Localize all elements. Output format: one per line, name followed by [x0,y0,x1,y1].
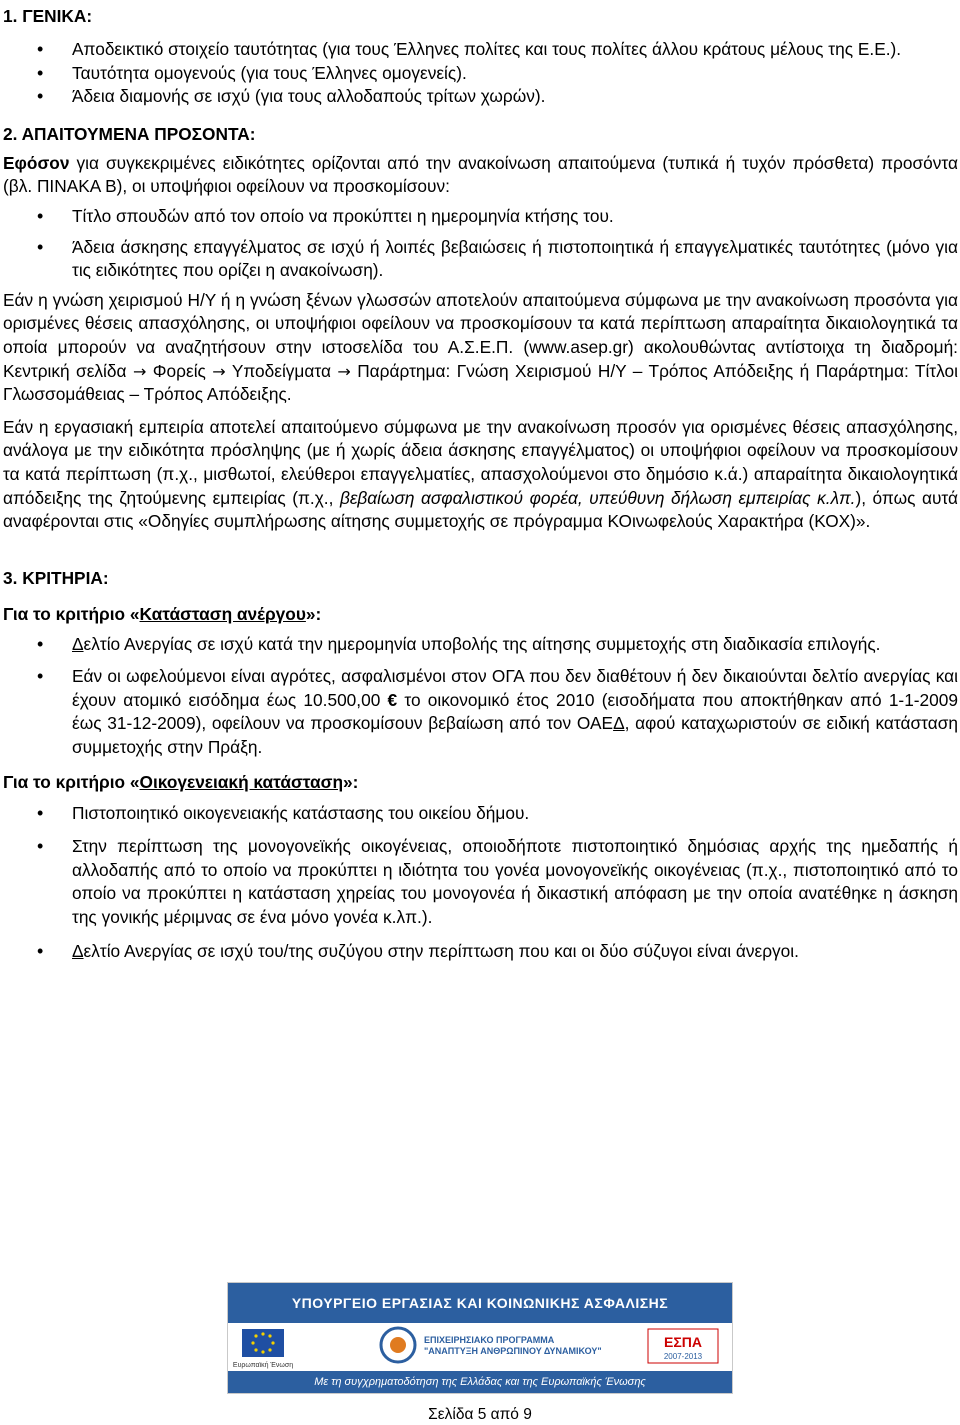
list-item: • Στην περίπτωση της μονογονεϊκής οικογένειας, οποιοδήποτε πιστοποιητικό δημόσιας αρχής της ημεδαπής ή αλλοδαπής από το οποίο να προκύπτει η ιδιότητα του γονέα μονογονεϊκής οικογένειας (π.χ., πιστοποιητικό από το οποίο να προκύπτει η κατάσταση χηρείας του μονογονέα ή δικαστική απόφαση με την οποία ανατέθηκε η άσκηση της γονικής μέριμνας σε ένα μόνο γονέα κ.λπ.). [3,835,958,929]
criterion-family-heading: Για το κριτήριο «Οικογενειακή κατάσταση»: [3,771,359,792]
criterion-family-list [3,802,958,964]
programme-emblem-core [390,1337,406,1353]
intro-text: για συγκεκριμένες ειδικότητες ορίζονται από την ανακοίνωση απαιτούμενα (τυπικά ή τυχόν πρόσθετα) προσόντα (βλ. ΠΙΝΑΚΑ Β), οι υποψήφιοι οφείλουν να προσκομίσουν: [3,152,958,197]
italic-examples: βεβαίωση ασφαλιστικού φορέα, υπεύθυνη δήλωση εμπειρίας κ.λπ. [339,487,856,508]
intro-bold: Εφόσον [3,152,70,173]
list-item: • Άδεια διαμονής σε ισχύ (για τους αλλοδαπούς τρίτων χωρών). [3,85,958,109]
list-item: • Τίτλο σπουδών από τον οποίο να προκύπτει η ημερομηνία κτήσης του. [3,205,958,229]
criterion-unemployed-heading: Για το κριτήριο «Κατάσταση ανέργου»: [3,603,322,624]
list-item: • Εάν οι ωφελούμενοι είναι αγρότες, ασφαλισμένοι στον ΟΓΑ που δεν διαθέτουν ή δεν δικαιούνται δελτίο ανεργίας και έχουν ατομικό εισόδημα έως 10.500,00 € το οικονομικό έτος 2010 (εισοδήματα που αποκτήθηκαν από 1-1-2009 έως 31-12-2009), οφείλουν να προσκομίσουν βεβαίωση από τον ΟΑΕΔ, αφού καταχωριστούν σε ειδική κατάσταση συμμετοχής στην Πράξη. [3,665,958,759]
logo-row [228,1323,732,1371]
list-item: • Άδεια άσκησης επαγγέλματος σε ισχύ ή λοιπές βεβαιώσεις ή πιστοποιητικά ή επαγγελματικές ταυτότητες (μόνο για τις ειδικότητες που ορίζει η ανακοίνωση). [3,236,958,283]
espa-label: ΕΣΠΑ [664,1334,702,1350]
arrow-right-icon: → [212,361,226,381]
euro-icon: € [387,689,398,710]
page-number: Σελίδα 5 από 9 [428,1406,532,1423]
section-3-title: 3. ΚΡΙΤΗΡΙΑ: [3,567,109,588]
arrow-right-icon: → [132,361,147,381]
list-item: • Ταυτότητα ομογενούς (για τους Έλληνες ομογενείς). [3,62,958,86]
ministry-band: ΥΠΟΥΡΓΕΙΟ ΕΡΓΑΣΙΑΣ ΚΑΙ ΚΟΙΝΩΝΙΚΗΣ ΑΣΦΑΛΙΣΗΣ [228,1283,732,1323]
espa-years: 2007-2013 [663,1352,703,1361]
list-item: • Αποδεικτικό στοιχείο ταυτότητας (για τους Έλληνες πολίτες και τους πολίτες άλλου κράτους μέλους της Ε.Ε.). [3,38,958,62]
paragraph-work-experience: Εάν η εργασιακή εμπειρία αποτελεί απαιτούμενο σύμφωνα με την ανακοίνωση προσόν για ορισμένες θέσεις απασχόλησης, ανάλογα με την ειδικότητα πρόσληψης (με ή χωρίς άδεια άσκησης επαγγέλματος) οι υποψήφιοι οφείλουν να προσκομίσουν τα κατά περίπτωση (π.χ., μισθωτοί, ελεύθεροι επαγγελματίες, απασχολούμενοι στο δημόσιο κ.ά.) απαραίτητα δικαιολογητικά απόδειξης της ζητούμενης εμπειρίας (π.χ., βεβαίωση ασφαλιστικού φορέα, υπεύθυνη δήλωση εμπειρίας κ.λπ.), όπως αυτά αναφέρονται στις «Οδηγίες συμπλήρωσης αίτησης συμμετοχής σε πρόγραμμα ΚΟινωφελούς Χαρακτήρα (ΚΟΧ)». [3,416,958,532]
paragraph-computer-languages: Εάν η γνώση χειρισμού Η/Υ ή η γνώση ξένων γλωσσών αποτελούν απαιτούμενα σύμφωνα με την ανακοίνωση προσόντα για ορισμένες θέσεις απασχόλησης, οι υποψήφιοι οφείλουν να προσκομίσουν τα κατά περίπτωση απαραίτητα δικαιολογητικά τα οποία μπορούν να αναζητήσουν στην ιστοσελίδα του Α.Σ.Ε.Π. (www.asep.gr) ακολουθώντας αντίστοιχα τη διαδρομή: Κεντρική σελίδα → Φορείς → Υποδείγματα → Παράρτημα: Γνώση Χειρισμού Η/Υ – Τρόπος Απόδειξης ή Παράρτημα: Τίτλοι Γλωσσομάθειας – Τρόπος Απόδειξης. [3,289,958,405]
programme-title-1: ΕΠΙΧΕΙΡΗΣΙΑΚΟ ΠΡΟΓΡΑΜΜΑ [424,1335,555,1345]
arrow-right-icon: → [337,361,351,381]
eu-label: Ευρωπαϊκή Ένωση [232,1362,294,1369]
section-2-intro [3,152,958,199]
list-item: • Δελτίο Ανεργίας σε ισχύ κατά την ημερομηνία υποβολής της αίτησης συμμετοχής στη διαδικασία επιλογής. [3,633,958,657]
section-1-title: 1. ΓΕΝΙΚΑ: [3,6,93,26]
programme-title-2: "ΑΝΑΠΤΥΞΗ ΑΝΘΡΩΠΙΝΟΥ ΔΥΝΑΜΙΚΟΥ" [424,1346,602,1356]
list-item: • Πιστοποιητικό οικογενειακής κατάστασης του οικείου δήμου. [3,802,958,826]
criterion-unemployed-list [3,633,958,760]
funding-logo-banner [227,1282,733,1394]
cofunding-slogan: Με τη συγχρηματοδότηση της Ελλάδας και της Ευρωπαϊκής Ένωσης [228,1371,732,1393]
section-1-list [3,38,958,109]
document-page [3,4,958,963]
section-2-title: 2. ΑΠΑΙΤΟΥΜΕΝΑ ΠΡΟΣΟΝΤΑ: [3,123,256,144]
section-2-list [3,205,958,283]
logos-graphic [228,1323,732,1371]
list-item: • Δελτίο Ανεργίας σε ισχύ του/της συζύγου στην περίπτωση που και οι δύο σύζυγοι είναι άνεργοι. [3,940,958,964]
